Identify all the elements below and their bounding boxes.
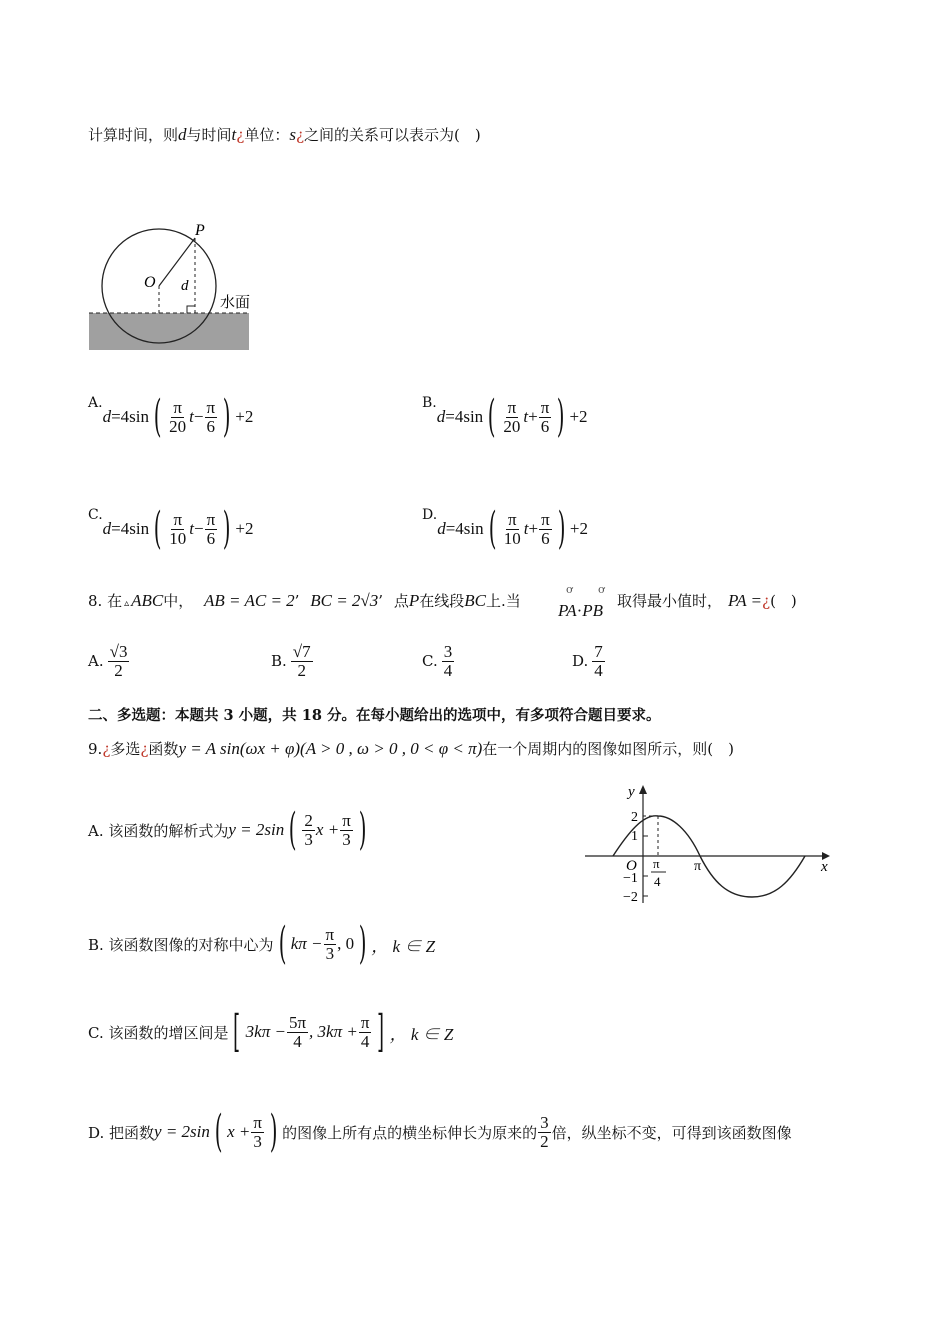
frac-num: π — [541, 509, 550, 529]
op: − — [194, 519, 204, 538]
glyph: ¿ — [102, 740, 111, 758]
glyph: ¿ — [295, 126, 304, 144]
q8-number: 8. 在 — [88, 592, 123, 610]
tail: +2 — [235, 519, 254, 538]
q8-option-c[interactable] — [422, 643, 455, 680]
q8-option-a[interactable] — [88, 643, 130, 680]
option-label: C. — [422, 652, 438, 671]
tail: +2 — [569, 407, 588, 426]
eq: = — [111, 519, 121, 538]
y-label: y — [628, 784, 635, 800]
label-p: P — [195, 222, 205, 239]
formula-tail: ， k ∈ Z — [371, 936, 436, 956]
paren: ( — [153, 391, 162, 442]
q9-stem — [88, 738, 734, 759]
frac-den: 4 — [293, 1031, 302, 1051]
formula: , 0 — [337, 934, 355, 953]
answer-paren: ( ) — [770, 592, 797, 610]
var: t — [189, 519, 195, 538]
vector-arrow: ơ — [566, 583, 573, 596]
option-text: C. 该函数的增区间是 — [88, 1023, 229, 1042]
tick-label: −1 — [623, 871, 638, 886]
intro-text: 单位： — [244, 126, 290, 144]
frac-den: 6 — [206, 528, 216, 548]
frac-den: 3 — [253, 1131, 262, 1151]
tick-label: −2 — [623, 890, 638, 905]
option-label: A. — [88, 395, 103, 411]
var: t — [523, 407, 529, 426]
frac-den: 6 — [541, 528, 550, 548]
origin-label: O — [626, 858, 637, 874]
glyph: ¿ — [140, 740, 149, 758]
label-d: d — [181, 278, 189, 294]
vector-arrow: ơ — [598, 583, 605, 596]
paren: ) — [358, 918, 367, 969]
var-t: t — [231, 125, 237, 144]
q8-option-b[interactable] — [271, 643, 314, 680]
frac-num: π — [325, 924, 335, 944]
radius-op — [159, 238, 195, 286]
wheel-figure — [80, 215, 280, 360]
text: 取得最小值时， — [617, 592, 723, 610]
q8-tail — [617, 590, 797, 611]
frac-num: π — [342, 810, 351, 830]
option-label: B. — [271, 652, 287, 671]
option-text: B. 该函数图像的对称中心为 — [88, 935, 274, 954]
formula: , 3kπ + — [309, 1022, 358, 1041]
var-s: s — [289, 125, 296, 144]
tail: +2 — [569, 519, 588, 538]
frac-num: 7 — [594, 642, 603, 661]
vector-pa: PA — [558, 601, 577, 620]
option-label: D. — [572, 652, 589, 671]
x-label: x — [821, 859, 828, 875]
q7-option-b[interactable] — [422, 391, 588, 442]
sine-graph — [580, 778, 840, 908]
paren: ) — [222, 503, 231, 554]
eq: = — [445, 407, 455, 426]
frac-den: 3 — [342, 829, 351, 849]
bracket: [ — [233, 1006, 241, 1057]
option-label: B. — [422, 395, 437, 411]
paren: ( — [488, 503, 497, 554]
formula: y = 2sin — [228, 820, 285, 839]
paren: ) — [557, 391, 565, 442]
y-arrow-icon — [639, 785, 647, 794]
q9-option-c[interactable] — [88, 1006, 454, 1057]
var: d — [102, 407, 112, 426]
frac-den: 2 — [540, 1131, 549, 1151]
var: BC — [464, 591, 486, 610]
var: ABC — [131, 591, 164, 610]
intro-line — [88, 124, 481, 145]
frac-num: √7 — [292, 642, 311, 661]
text: 中， — [163, 592, 194, 610]
option-label: A. — [88, 652, 104, 671]
condition: AB = AC = 2 — [204, 591, 295, 610]
formula: y = A sin(ωx + φ)(A > 0 , ω > 0 , 0 < φ < π) — [178, 739, 483, 758]
q9-number: 9. — [88, 740, 103, 758]
formula: 3kπ − — [245, 1022, 286, 1041]
var: x + — [315, 820, 340, 839]
op: − — [193, 407, 204, 426]
q9-option-b[interactable] — [88, 918, 436, 969]
paren: ) — [222, 391, 231, 442]
frac-num: 3 — [443, 642, 453, 661]
intro-text: 与时间 — [186, 126, 232, 144]
frac-den: 4 — [443, 660, 453, 680]
var: d — [437, 519, 446, 538]
triangle-icon: ▵ — [124, 598, 130, 609]
condition: BC = 2√3 — [310, 591, 379, 610]
coef: 4sin — [454, 407, 484, 426]
eq: = — [445, 519, 456, 538]
formula-tail: ， k ∈ Z — [389, 1024, 454, 1044]
option-text: 倍，纵坐标不变，可得到该函数图像 — [551, 1123, 792, 1142]
frac-num: π — [508, 509, 517, 529]
q8-vectors — [558, 601, 603, 621]
frac-num: π — [173, 509, 183, 529]
frac-num: π — [173, 397, 182, 417]
paren: ) — [269, 1106, 278, 1157]
q8-stem — [88, 590, 521, 611]
pi4-den: 4 — [654, 874, 661, 889]
frac-num: 5π — [288, 1012, 307, 1032]
var: t — [189, 407, 194, 426]
q8-option-d[interactable] — [572, 643, 606, 680]
coef: 4sin — [455, 519, 484, 538]
tick-label: 1 — [631, 829, 638, 844]
option-text: A. 该函数的解析式为 — [88, 821, 229, 840]
label-o: O — [144, 274, 156, 291]
paren: ) — [557, 503, 566, 554]
frac-num: π — [540, 397, 550, 417]
frac-den: 6 — [540, 416, 550, 436]
option-label: D. — [422, 507, 438, 523]
paren: ) — [358, 804, 367, 855]
frac-den: 3 — [325, 943, 335, 963]
option-label: C. — [88, 507, 103, 523]
pi-label: π — [694, 859, 702, 874]
frac-den: 20 — [503, 416, 521, 436]
frac-num: √3 — [109, 642, 128, 661]
paren: ( — [278, 918, 287, 969]
frac-den: 10 — [169, 528, 187, 548]
option-text: 的图像上所有点的横坐标伸长为原来的 — [282, 1123, 538, 1142]
pi4-num: π — [653, 856, 660, 871]
text: 多选 — [110, 740, 141, 758]
frac-num: 3 — [540, 1112, 549, 1132]
var: d — [436, 407, 446, 426]
frac-den: 3 — [304, 829, 313, 849]
text: 点 — [393, 592, 409, 610]
frac-num: π — [206, 397, 216, 417]
frac-den: 6 — [206, 416, 216, 436]
q9-option-a[interactable] — [88, 804, 371, 855]
dot: · — [576, 601, 583, 620]
frac-num: π — [507, 397, 517, 417]
op: + — [528, 407, 538, 426]
text: 上.当 — [485, 592, 521, 610]
text: 函数 — [148, 740, 179, 758]
var: x + — [227, 1122, 251, 1141]
glyph: ¿ — [236, 126, 245, 144]
q7-option-c[interactable] — [88, 503, 254, 554]
frac-num: 2 — [304, 810, 313, 830]
var: PA = — [728, 591, 763, 610]
frac-num: π — [360, 1012, 370, 1032]
glyph: ¿ — [762, 592, 771, 610]
text: ’ — [378, 592, 384, 610]
var: t — [523, 519, 529, 538]
tick-label: 2 — [631, 810, 638, 825]
right-angle-mark — [187, 306, 195, 313]
tail: +2 — [235, 407, 254, 426]
frac-num: π — [206, 509, 216, 529]
var: d — [102, 519, 112, 538]
var: P — [408, 591, 420, 610]
frac-den: 20 — [169, 416, 187, 436]
q9-option-d[interactable] — [88, 1106, 792, 1157]
frac-den: 2 — [297, 660, 306, 680]
paren: ( — [153, 503, 162, 554]
frac-den: 10 — [503, 528, 521, 548]
var-d: d — [178, 125, 187, 144]
coef: 4sin — [120, 407, 149, 426]
q7-option-d[interactable] — [422, 503, 588, 554]
intro-text: 之间的关系可以表示为( ) — [304, 126, 481, 144]
paren: ( — [214, 1106, 223, 1157]
bracket: ] — [377, 1006, 385, 1057]
eq: = — [111, 407, 121, 426]
vector-pb: PB — [582, 601, 604, 620]
formula: kπ − — [290, 934, 323, 953]
text: 在线段 — [419, 592, 465, 610]
frac-den: 4 — [360, 1031, 370, 1051]
text: ’ — [294, 592, 300, 610]
intro-text: 计算时间，则 — [88, 126, 179, 144]
frac-den: 2 — [114, 660, 123, 680]
op: + — [528, 519, 539, 538]
frac-num: π — [253, 1112, 262, 1132]
text: 在一个周期内的图像如图所示，则( ) — [482, 740, 734, 758]
label-water: 水面 — [220, 293, 251, 311]
coef: 4sin — [120, 519, 150, 538]
formula: y = 2sin — [154, 1122, 210, 1141]
paren: ( — [487, 391, 496, 442]
frac-den: 4 — [594, 660, 603, 680]
option-text: D. 把函数 — [88, 1123, 155, 1142]
section-heading: 二、多选题：本题共 3 小题，共 18 分。在每小题给出的选项中，有多项符合题目要求。 — [88, 707, 661, 724]
paren: ( — [288, 804, 297, 855]
q7-option-a[interactable] — [88, 391, 254, 442]
